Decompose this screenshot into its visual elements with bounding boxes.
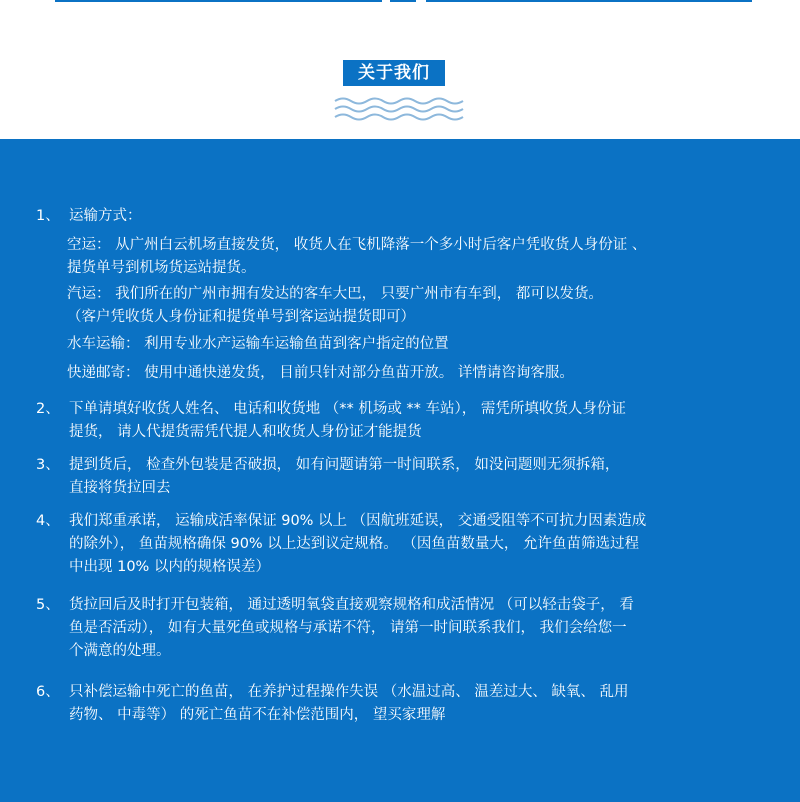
- top-divider-bars: [0, 0, 800, 4]
- text-line: 鱼是否活动）， 如有大量死鱼或规格与承诺不符， 请第一时间联系我们， 我们会给您一: [69, 620, 627, 636]
- text-line: 个满意的处理。: [69, 643, 171, 659]
- text-line: 只补偿运输中死亡的鱼苗， 在养护过程操作失误 （水温过高、 温差过大、 缺氧、 乱用: [69, 684, 629, 700]
- wave-decoration-icon: [333, 97, 467, 121]
- text-line: 提到货后， 检查外包装是否破损， 如有问题请第一时间联系， 如没问题则无须拆箱，: [69, 457, 620, 473]
- text-line: 汽运： 我们所在的广州市拥有发达的客车大巴， 只要广州市有车到， 都可以发货。: [67, 286, 603, 302]
- top-bar-right: [426, 0, 752, 2]
- top-bar-left: [55, 0, 382, 2]
- text-line: 货拉回后及时打开包装箱， 通过透明氧袋直接观察规格和成活情况 （可以轻击袋子， 看: [69, 597, 634, 613]
- text-line: 下单请填好收货人姓名、 电话和收货地 （** 机场或 ** 车站）， 需凭所填收货人身份证: [69, 401, 626, 417]
- top-bar-middle: [390, 0, 416, 2]
- content-panel: [0, 139, 800, 802]
- section-number: 5、: [36, 597, 60, 613]
- text-line: 提货， 请人代提货需凭代提人和收货人身份证才能提货: [69, 424, 422, 440]
- text-line: 我们郑重承诺， 运输成活率保证 90% 以上 （因航班延误， 交通受阻等不可抗力因素造成: [69, 513, 647, 529]
- section-title: 关于我们: [343, 60, 445, 86]
- section-number: 6、: [36, 684, 60, 700]
- text-line: （客户凭收货人身份证和提货单号到客运站提货即可）: [67, 309, 415, 325]
- section-number: 2、: [36, 401, 60, 417]
- text-line: 中出现 10% 以内的规格误差）: [69, 559, 270, 575]
- text-line: 提货单号到机场货运站提货。: [67, 260, 256, 276]
- section-number: 1、: [36, 208, 60, 224]
- text-line: 药物、 中毒等） 的死亡鱼苗不在补偿范围内， 望买家理解: [69, 707, 446, 723]
- text-line: 的除外）， 鱼苗规格确保 90% 以上达到议定规格。 （因鱼苗数量大， 允许鱼苗筛选过程: [69, 536, 640, 552]
- text-line: 直接将货拉回去: [69, 480, 171, 496]
- text-line: 水车运输： 利用专业水产运输车运输鱼苗到客户指定的位置: [67, 336, 449, 352]
- text-line: 快递邮寄： 使用中通快递发货， 目前只针对部分鱼苗开放。 详情请咨询客服。: [67, 365, 574, 381]
- text-line: 空运： 从广州白云机场直接发货， 收货人在飞机降落一个多小时后客户凭收货人身份证 、: [67, 237, 647, 253]
- section-number: 4、: [36, 513, 60, 529]
- section-number: 3、: [36, 457, 60, 473]
- section-heading: 运输方式：: [69, 208, 142, 224]
